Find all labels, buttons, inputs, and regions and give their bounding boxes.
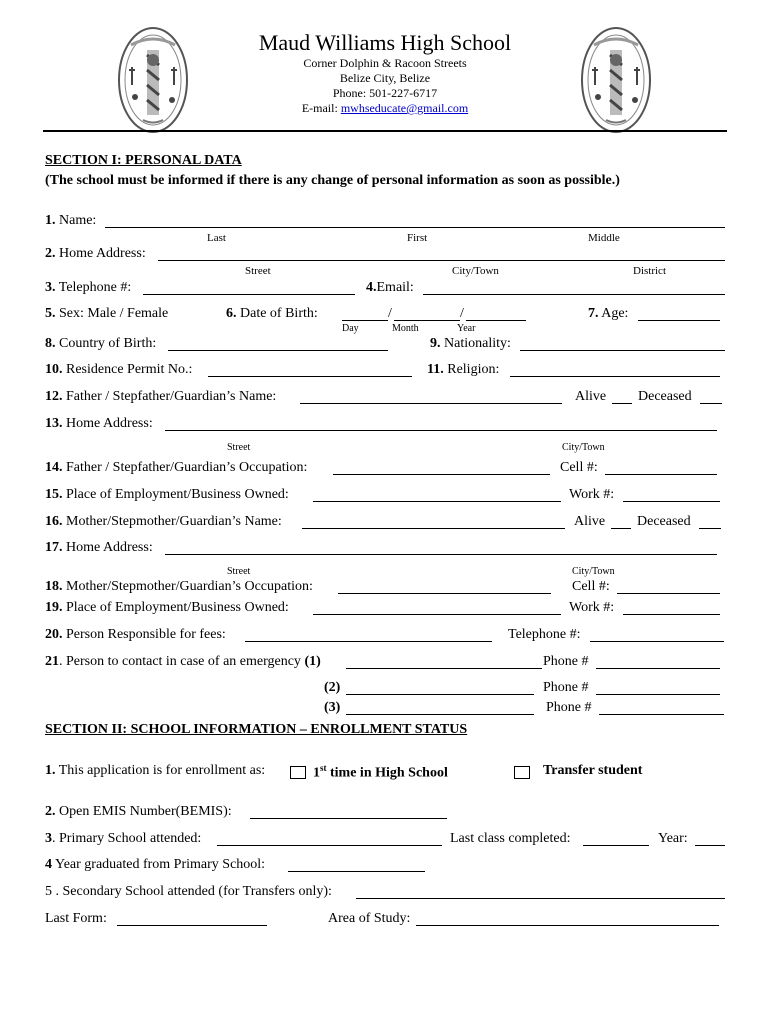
s2-q3-label: 3. Primary School attended: xyxy=(45,831,202,846)
dob-sep2: / xyxy=(460,306,464,321)
mother-cell-label: Cell #: xyxy=(572,579,610,594)
mother-work-input[interactable] xyxy=(623,614,720,615)
religion-input[interactable] xyxy=(510,376,720,377)
section1-title: SECTION I: PERSONAL DATA xyxy=(45,153,242,168)
secondary-school-input[interactable] xyxy=(356,898,725,899)
mother-occupation-input[interactable] xyxy=(338,593,551,594)
emergency-contact1-input[interactable] xyxy=(346,668,542,669)
school-address xyxy=(0,56,770,116)
email-label: E-mail: xyxy=(301,101,341,115)
sub-city: City/Town xyxy=(452,265,499,277)
q16-label: 16. Mother/Stepmother/Guardian’s Name: xyxy=(45,514,282,529)
sub-day: Day xyxy=(342,323,359,334)
mother-cell-input[interactable] xyxy=(617,593,720,594)
sub-street-17: Street xyxy=(227,566,251,577)
primary-year-label: Year: xyxy=(658,831,688,846)
q17-label: 17. Home Address: xyxy=(45,540,153,555)
sub-street-13: Street xyxy=(227,442,251,453)
father-cell-input[interactable] xyxy=(605,474,717,475)
father-name-input[interactable] xyxy=(300,403,562,404)
q3-label: 3. Telephone #: xyxy=(45,280,132,295)
last-class-label: Last class completed: xyxy=(450,831,571,846)
area-of-study-input[interactable] xyxy=(416,925,719,926)
mother-alive: Alive xyxy=(574,514,606,529)
address-line2: Belize City, Belize xyxy=(339,71,431,85)
father-work-label: Work #: xyxy=(569,487,615,502)
sub-district: District xyxy=(633,265,666,277)
q20-label: 20. Person Responsible for fees: xyxy=(45,627,226,642)
emergency-contact3-num: (3) xyxy=(324,700,341,715)
q13-label: 13. Home Address: xyxy=(45,416,153,431)
residence-permit-input[interactable] xyxy=(208,376,412,377)
sub-last: Last xyxy=(207,232,226,244)
email-link[interactable]: mwhseducate@gmail.com xyxy=(340,101,469,115)
dob-day-input[interactable] xyxy=(342,320,388,321)
sub-year: Year xyxy=(457,323,476,334)
mother-alive-input[interactable] xyxy=(611,528,631,529)
first-time-checkbox[interactable] xyxy=(290,766,306,779)
emergency-phone1-input[interactable] xyxy=(596,668,720,669)
s2-q5-label: 5 . Secondary School attended (for Transfers only): xyxy=(45,884,332,899)
address-line1: Corner Dolphin & Racoon Streets xyxy=(303,56,467,70)
emergency-phone2-label: Phone # xyxy=(543,680,589,695)
school-name: Maud Williams High School xyxy=(258,30,512,55)
school-phone: Phone: 501-227-6717 xyxy=(332,86,438,100)
father-address-input[interactable] xyxy=(165,430,717,431)
first-time-label: 1st time in High School xyxy=(313,763,448,781)
fees-person-input[interactable] xyxy=(245,641,492,642)
mother-deceased-input[interactable] xyxy=(699,528,721,529)
q2-label: 2. Home Address: xyxy=(45,246,146,261)
sub-month: Month xyxy=(392,323,419,334)
emergency-phone1-label: Phone # xyxy=(543,654,589,669)
dob-sep1: / xyxy=(388,306,392,321)
sub-middle: Middle xyxy=(588,232,620,244)
section1-note: (The school must be informed if there is any change of personal information as soon as possible.) xyxy=(45,173,620,188)
emergency-phone2-input[interactable] xyxy=(596,694,720,695)
dob-month-input[interactable] xyxy=(394,320,460,321)
last-form-input[interactable] xyxy=(117,925,267,926)
father-alive-input[interactable] xyxy=(612,403,632,404)
q11-label: 11. Religion: xyxy=(427,362,500,377)
transfer-label: Transfer student xyxy=(543,763,643,778)
fees-phone-label: Telephone #: xyxy=(508,627,581,642)
q4-label: 4.Email: xyxy=(366,280,414,295)
country-of-birth-input[interactable] xyxy=(168,350,388,351)
nationality-input[interactable] xyxy=(520,350,725,351)
last-class-input[interactable] xyxy=(583,845,649,846)
mother-address-input[interactable] xyxy=(165,554,717,555)
primary-year-input[interactable] xyxy=(695,845,725,846)
q19-label: 19. Place of Employment/Business Owned: xyxy=(45,600,289,615)
mother-employment-input[interactable] xyxy=(313,614,561,615)
header-divider xyxy=(43,130,727,132)
last-form-label: Last Form: xyxy=(45,911,107,926)
age-input[interactable] xyxy=(638,320,720,321)
mother-work-label: Work #: xyxy=(569,600,615,615)
transfer-checkbox[interactable] xyxy=(514,766,530,779)
emergency-phone3-label: Phone # xyxy=(546,700,592,715)
s2-q2-label: 2. Open EMIS Number(BEMIS): xyxy=(45,804,232,819)
q10-label: 10. Residence Permit No.: xyxy=(45,362,193,377)
sub-city-13: City/Town xyxy=(562,442,605,453)
dob-year-input[interactable] xyxy=(466,320,526,321)
q8-label: 8. Country of Birth: xyxy=(45,336,157,351)
s2-q4-label: 4 Year graduated from Primary School: xyxy=(45,857,266,872)
emergency-phone3-input[interactable] xyxy=(599,714,724,715)
q9-label: 9. Nationality: xyxy=(430,336,511,351)
father-deceased-input[interactable] xyxy=(700,403,722,404)
section2-title: SECTION II: SCHOOL INFORMATION – ENROLLMENT STATUS xyxy=(45,722,468,737)
email-input[interactable] xyxy=(423,294,725,295)
mother-deceased: Deceased xyxy=(637,514,691,529)
emergency-contact2-input[interactable] xyxy=(346,694,534,695)
primary-school-input[interactable] xyxy=(217,845,442,846)
fees-phone-input[interactable] xyxy=(590,641,724,642)
q1-label: 1. Name: xyxy=(45,213,97,228)
q12-label: 12. Father / Stepfather/Guardian’s Name: xyxy=(45,389,277,404)
father-cell-label: Cell #: xyxy=(560,460,598,475)
q15-label: 15. Place of Employment/Business Owned: xyxy=(45,487,289,502)
sub-city-17: City/Town xyxy=(572,566,615,577)
year-graduated-input[interactable] xyxy=(288,871,425,872)
name-input[interactable] xyxy=(105,227,725,228)
telephone-input[interactable] xyxy=(143,294,355,295)
mother-name-input[interactable] xyxy=(302,528,565,529)
q5-label: 5. Sex: Male / Female xyxy=(45,306,169,321)
q21-label: 21. Person to contact in case of an emergency (1) xyxy=(45,654,321,669)
q14-label: 14. Father / Stepfather/Guardian’s Occupation: xyxy=(45,460,308,475)
father-occupation-input[interactable] xyxy=(333,474,550,475)
emis-input[interactable] xyxy=(250,818,447,819)
father-work-input[interactable] xyxy=(623,501,720,502)
q6-label: 6. Date of Birth: xyxy=(226,306,318,321)
area-of-study-label: Area of Study: xyxy=(328,911,411,926)
sub-street: Street xyxy=(245,265,271,277)
father-deceased: Deceased xyxy=(638,389,692,404)
school-email xyxy=(0,101,770,116)
q18-label: 18. Mother/Stepmother/Guardian’s Occupation: xyxy=(45,579,313,594)
emergency-contact3-input[interactable] xyxy=(346,714,534,715)
home-address-input[interactable] xyxy=(158,260,725,261)
father-employment-input[interactable] xyxy=(313,501,561,502)
father-alive: Alive xyxy=(575,389,607,404)
emergency-contact2-num: (2) xyxy=(324,680,341,695)
sub-first: First xyxy=(407,232,428,244)
q7-label: 7. Age: xyxy=(588,306,629,321)
s2-q1-label: 1. This application is for enrollment as: xyxy=(45,763,266,778)
